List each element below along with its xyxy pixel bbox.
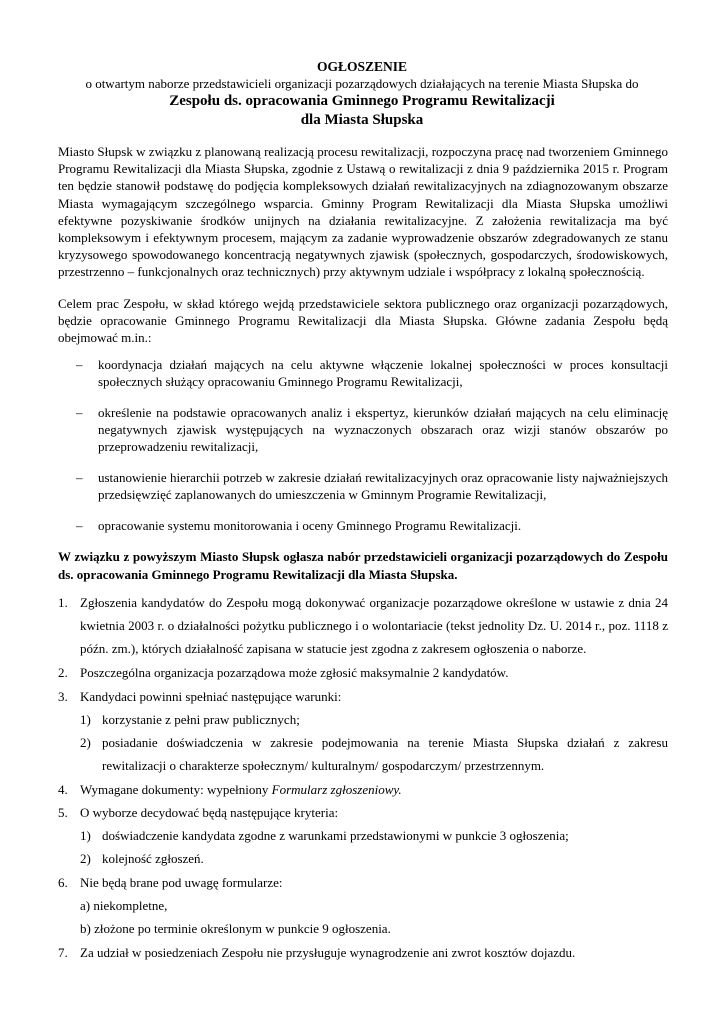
rule-text: [80, 778, 668, 801]
sub-number: 1): [80, 828, 91, 843]
sub-text: doświadczenie kandydata zgodne z warunkami przedstawionymi w punkcie 3 ogłoszenia;: [102, 828, 569, 843]
sub-item: b) złożone po terminie określonym w punkcie 9 ogłoszenia.: [80, 921, 391, 936]
intro-paragraph: Miasto Słupsk w związku z planowaną realizacją procesu rewitalizacji, rozpoczyna pracę nad tworzeniem Gminnego Programu Rewitalizacji dla Miasta Słupska, zgodnie z Ustawą o rewitalizacji z dnia 9 października 2015 r. Program ten będzie stanowił podstawę do podjęcia kompleksowych działań rewitalizacyjnych na zdiagnozowanym obszarze Miasta wymagającym szczególnego wsparcia. Gminny Program Rewitalizacji dla Miasta Słupska umożliwi efektywne pozyskiwanie środków unijnych na działania rewitalizacyjne. Z założenia rewitalizacja ma być kompleksowym i efektywnym procesem, mającym za zadanie wyprowadzenie obszarów zdegradowanych ze stanu kryzysowego spowodowanego koncentracją negatywnych zjawisk (społecznych, gospodarczych, środowiskowych, przestrzenno – funkcjonalnych oraz technicznych) przy aktywnym udziale i współpracy z lokalną społecznością.: [58, 144, 668, 280]
sub-text: posiadanie doświadczenia w zakresie podejmowania na terenie Miasta Słupska działań z zakresu rewitalizacji o charakterze społecznym/ kulturalnym/ gospodarczym/ przestrzennym.: [102, 735, 668, 773]
sub-text: kolejność zgłoszeń.: [102, 851, 204, 866]
sub-number: 2): [80, 851, 91, 866]
rule-text: Poszczególna organizacja pozarządowa może zgłosić maksymalnie 2 kandydatów.: [80, 665, 509, 680]
task-text: ustanowienie hierarchii potrzeb w zakresie działań rewitalizacyjnych oraz opracowanie listy najważniejszych przedsięwzięć zaplanowanych do umieszczenia w Gminnym Programie Rewitalizacji,: [98, 470, 668, 503]
dash-bullet: –: [76, 405, 83, 420]
goals-paragraph: Celem prac Zespołu, w skład którego wejdą przedstawiciele sektora publicznego oraz organizacji pozarządowych, będzie opracowanie Gminnego Programu Rewitalizacji dla Miasta Słupska. Główne zadania Zespołu będą obejmować m.in.:: [58, 296, 668, 346]
dash-bullet: –: [76, 518, 83, 533]
sub-number: 2): [80, 735, 91, 750]
sub-item: a) niekompletne,: [80, 898, 168, 913]
announcement-paragraph: W związku z powyższym Miasto Słupsk ogłasza nabór przedstawicieli organizacji pozarządowych do Zespołu ds. opracowania Gminnego Programu Rewitalizacji dla Miasta Słupska.: [58, 549, 668, 582]
rule-text: Kandydaci powinni spełniać następujące warunki:: [80, 689, 342, 704]
item-number: 5.: [58, 805, 68, 820]
rule-text: Nie będą brane pod uwagę formularze:: [80, 875, 283, 890]
rule-text: Zgłoszenia kandydatów do Zespołu mogą dokonywać organizacje pozarządowe określone w ustawie z dnia 24 kwietnia 2003 r. o działalności pożytku publicznego i o wolontariacie (tekst jednolity Dz. U. 2014 r., poz. 1118 z późn. zm.), których działalność zapisana w statucie jest zgodna z zakresem ogłoszenia o naborze.: [80, 595, 668, 656]
item-number: 2.: [58, 665, 68, 680]
rule-text: Za udział w posiedzeniach Zespołu nie przysługuje wynagrodzenie ani zwrot kosztów dojazdu.: [80, 945, 576, 960]
document-header: [0, 58, 724, 130]
task-text: opracowanie systemu monitorowania i oceny Gminnego Programu Rewitalizacji.: [98, 518, 522, 533]
dash-bullet: –: [76, 357, 83, 372]
item-number: 7.: [58, 945, 68, 960]
item-number: 3.: [58, 689, 68, 704]
document-title: OGŁOSZENIE: [316, 59, 408, 74]
rule-text: O wyborze decydować będą następujące kryteria:: [80, 805, 339, 820]
dash-bullet: –: [76, 470, 83, 485]
task-text: określenie na podstawie opracowanych analiz i ekspertyz, kierunków działań mających na celu eliminację negatywnych zjawisk występujących na wyznaczonych obszarach oraz wizji stanów obszarów po przeprowadzeniu rewitalizacji,: [98, 405, 668, 455]
document-subtitle: o otwartym naborze przedstawicieli organizacji pozarządowych działających na terenie Miasta Słupska do: [85, 76, 639, 91]
city-name: dla Miasta Słupska: [300, 112, 424, 128]
sub-text: korzystanie z pełni praw publicznych;: [102, 712, 300, 727]
rule-text-prefix: Wymagane dokumenty: wypełniony: [80, 782, 272, 797]
item-number: 6.: [58, 875, 68, 890]
sub-number: 1): [80, 712, 91, 727]
team-name: Zespołu ds. opracowania Gminnego Programu Rewitalizacji: [169, 93, 555, 109]
task-text: koordynacja działań mających na celu aktywne włączenie lokalnej społeczności w proces konsultacji społecznych służący opracowaniu Gminnego Programu Rewitalizacji,: [98, 357, 668, 390]
form-name: Formularz zgłoszeniowy.: [271, 782, 402, 797]
item-number: 1.: [58, 595, 68, 610]
item-number: 4.: [58, 782, 68, 797]
